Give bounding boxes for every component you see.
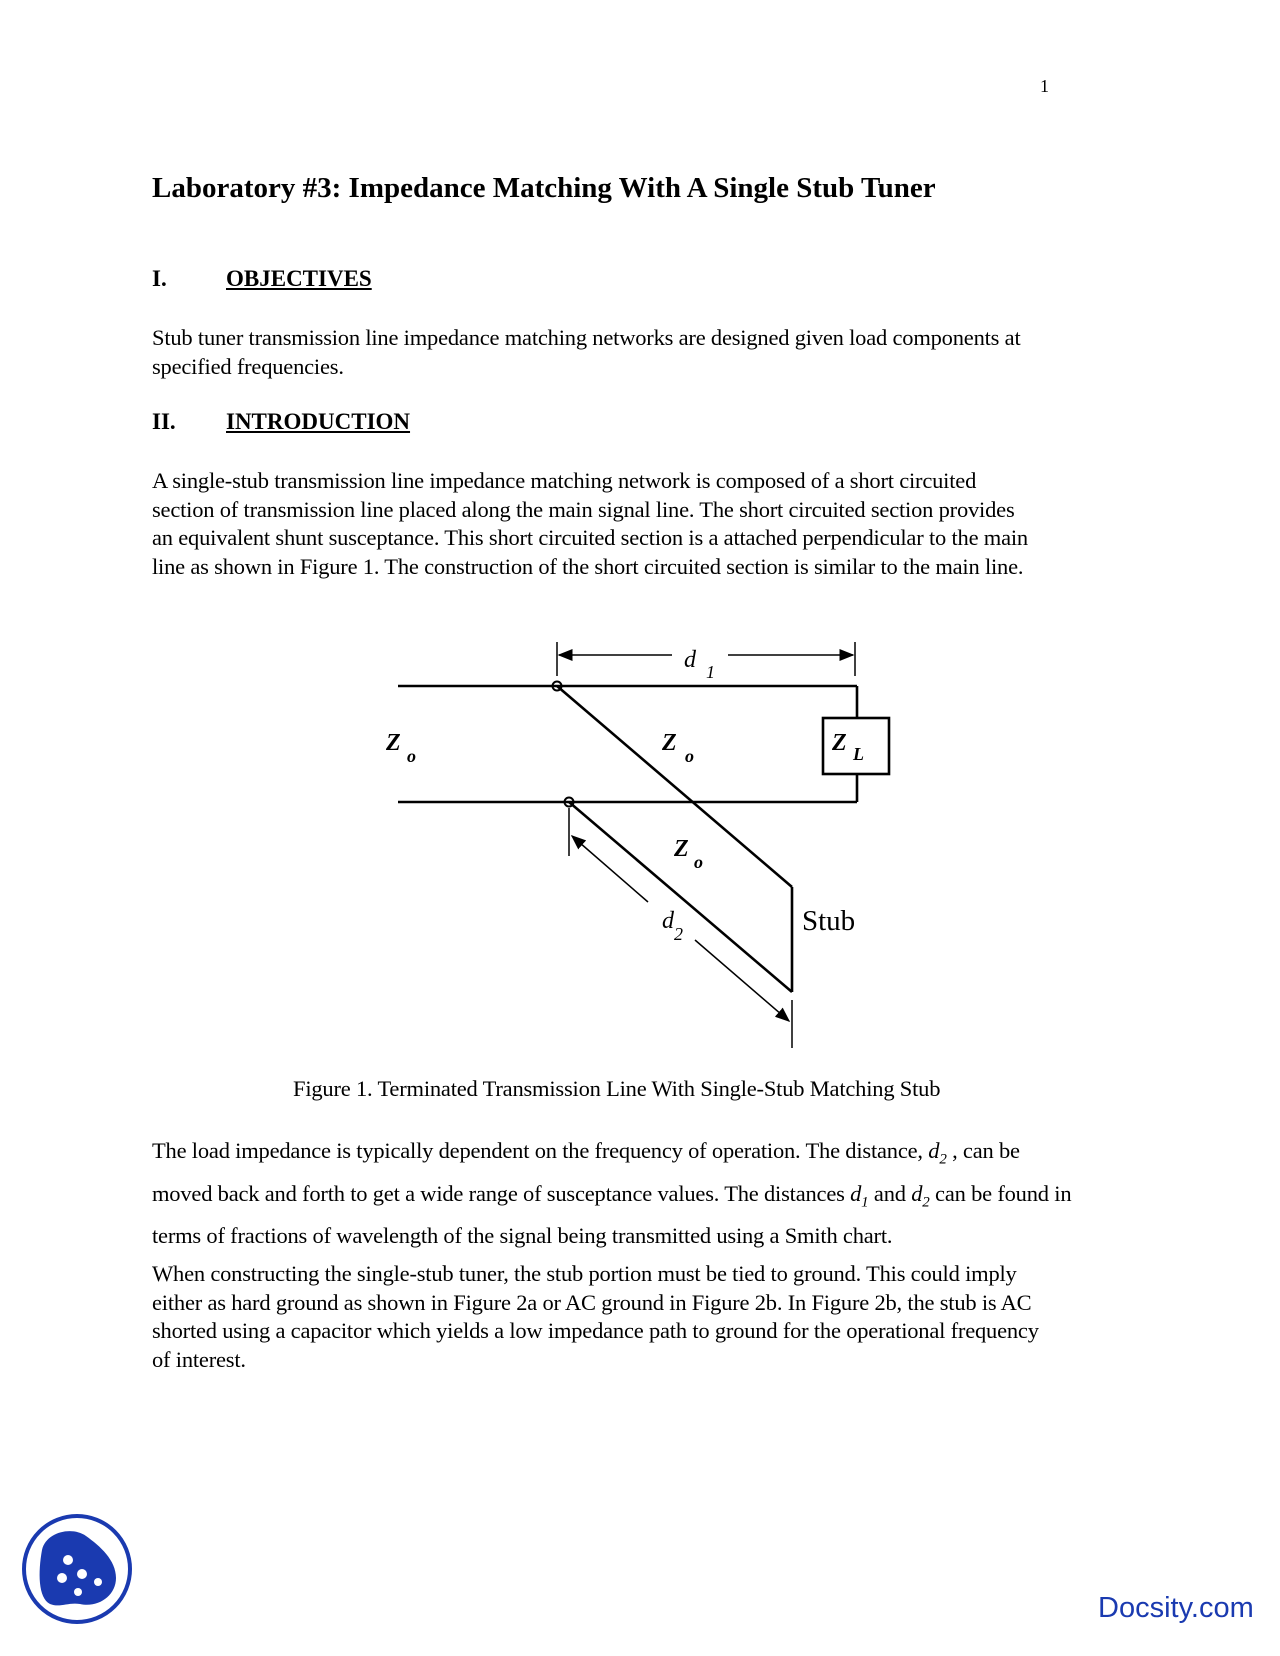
stub-line-bottom [569, 802, 792, 992]
objectives-paragraph: Stub tuner transmission line impedance matching networks are designed given load components at specified frequencies. [152, 325, 1021, 379]
zo-stub-label: Z [674, 836, 689, 862]
zo-left-label: Z [386, 730, 401, 756]
section-title: INTRODUCTION [226, 409, 411, 434]
grounding-paragraph: When constructing the single-stub tuner, the stub portion must be tied to ground. This could imply either as hard ground as shown in Figure 2a or AC ground in Figure 2b. In Figure 2b, the stub is AC shorted using a capacitor which yields a low impedance path to ground for the operational frequency of interest. [152, 1261, 1039, 1372]
svg-text:2: 2 [674, 924, 683, 944]
docsity-logo-icon[interactable] [20, 1512, 134, 1626]
d1-symbol: $d_1$ [850, 1180, 869, 1210]
load-impedance-paragraph: The load impedance is typically dependent on the frequency of operation. The distance, $d_2$ , can be moved back and forth to get a wide range of susceptance values. The distances $d_1$ and $d_2$ can be found in terms of fractions of wavelength of the signal being transmitted using a Smith chart. [152, 1138, 1072, 1248]
svg-text:o: o [407, 746, 416, 766]
svg-text:1: 1 [706, 662, 715, 682]
section-number: I. [152, 266, 167, 291]
d1-label: d [684, 647, 696, 673]
zl-label: Z [832, 730, 847, 756]
section-number: II. [152, 409, 176, 434]
docsity-brand-link[interactable]: Docsity.com [1098, 1592, 1254, 1624]
page-title: Laboratory #3: Impedance Matching With A Single Stub Tuner [152, 172, 936, 204]
d2-symbol: $d_2$ [911, 1180, 930, 1210]
zo-middle-label: Z [662, 730, 677, 756]
page-number: 1 [1040, 76, 1049, 96]
introduction-paragraph: A single-stub transmission line impedance matching network is composed of a short circuited section of transmission line placed along the main signal line. The short circuited section provides an equivalent shunt susceptance. This short circuited section is a attached perpendicular to the main line as shown in Figure 1. The construction of the short circuited section is similar to the main line. [152, 468, 1028, 579]
section-title: OBJECTIVES [226, 266, 372, 291]
svg-text:L: L [853, 744, 864, 764]
d2-label: d [662, 908, 674, 934]
figure-1-caption: Figure 1. Terminated Transmission Line With Single-Stub Matching Stub [293, 1076, 941, 1101]
d2-symbol: $d_2$ [928, 1138, 947, 1168]
stub-label: Stub [802, 905, 856, 937]
svg-text:o: o [685, 746, 694, 766]
svg-text:o: o [694, 852, 703, 872]
